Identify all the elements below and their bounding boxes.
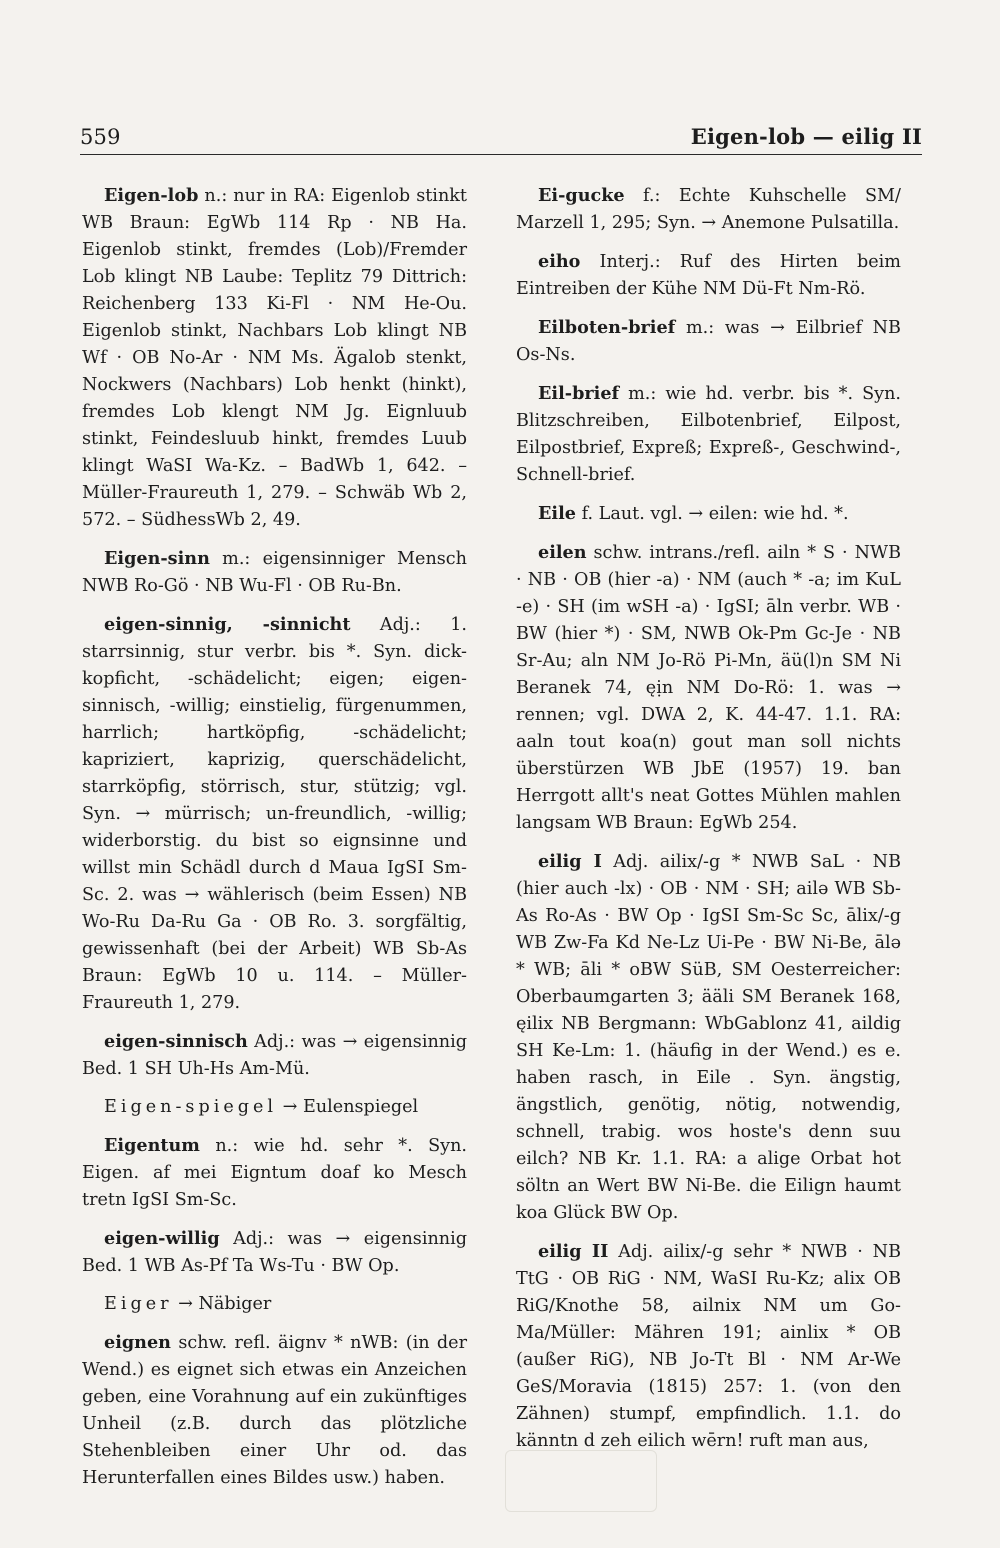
entry-lemma: eilen (538, 542, 587, 563)
entry-body: → Eulenspiegel (277, 1097, 419, 1117)
entry-eigentum (82, 1132, 467, 1214)
entry-body: Adj. ailix/-g * NWB SaL · NB (hier auch -lx) · OB · NM · SH; ailə WB Sb-As Ro-As · BW Op · IgSI Sm-Sc Sc, ālix/-g WB Zw-Fa Kd Ne-Lz Ui-Pe · BW Ni-Be, ālə * WB; āli * oBW SüB, SM Oesterreicher: Oberbaumgarten 3; ääli SM Beranek 168, ęilix NB Bergmann: WbGablonz 41, aildig SH Ke-Lm: 1. (häufig in der Wend.) es e. haben rasch, in Eile . Syn. ängstig, ängstlich, genötig, nötig, notwendig, schnell, trabig. wos hoste's denn suu eilch? NB Kr. 1.1. RA: a alige Orbat hot söltn an Wert BW Ni-Be. die Eilign haumt koa Glück BW Op. (516, 852, 901, 1223)
entry-lemma: eigen-sinnisch (104, 1031, 248, 1052)
entry-eilig-ii (516, 1238, 901, 1455)
entry-lemma: eilig I (538, 851, 602, 872)
library-stamp (505, 1450, 657, 1512)
entry-eigen-sinnig (82, 611, 467, 1017)
entry-lemma: eigen-sinnig, -sinnicht (104, 614, 351, 635)
page-number: 559 (80, 125, 121, 149)
entry-body: schw. intrans./refl. ailn * S · NWB · NB · OB (hier -a) · NM (auch * -a; im KuL -e) · SH (im wSH -a) · IgSI; āln verbr. WB · BW (hier *) · SM, NWB Ok-Pm Gc-Je · NB Sr-Au; aln NM Jo-Rö Pi-Mn, äü(l)n SM Ni Beranek 74, ęịn NM Do-Rö: 1. was → rennen; vgl. DWA 2, K. 44-47. 1.1. RA: aaln tout koa(n) gout man soll nichts überstürzen WB JbE (1957) 19. ban Herrgott allt's neat Gottes Mühlen mahlen langsam WB Braun: EgWb 254. (516, 543, 901, 833)
entry-lemma: eignen (104, 1332, 171, 1353)
entry-body: Interj.: Ruf des Hirten beim Eintreiben der Kühe NM Dü-Ft Nm-Rö. (516, 252, 901, 299)
entry-lemma: Eigen-sinn (104, 548, 210, 569)
entry-eiho (516, 248, 901, 303)
entry-lemma: Eiger (104, 1294, 173, 1314)
entry-eigen-spiegel (82, 1094, 467, 1121)
entry-body: n.: nur in RA: Eigenlob stinkt WB Braun: EgWb 114 Rp · NB Ha. Eigenlob stinkt, fremdes (Lob)/Fremder Lob klingt NB Laube: Teplitz 79 Dittrich: Reichenberg 133 Ki-Fl · NM He-Ou. Eigenlob stinkt, Nachbars Lob klingt NB Wf · OB No-Ar · NM Ms. Ägalob stenkt, Nockwers (Nachbars) Lob henkt (hinkt), fremdes Lob klengt NM Jg. Eignluub stinkt, Feindesluub hinkt, fremdes Luub klingt WaSI Wa-Kz. – BadWb 1, 642. – Müller-Fraureuth 1, 279. – Schwäb Wb 2, 572. – SüdhessWb 2, 49. (82, 186, 467, 530)
entry-lemma: Eigentum (104, 1135, 200, 1156)
entry-body: schw. refl. äignv * nWB: (in der Wend.) es eignet sich etwas ein Anzeichen geben, eine Vorahnung auf ein zukünftiges Unheil (z.B. durch das plötzliche Stehenbleiben einer Uhr od. das Herunterfallen eines Bildes usw.) haben. (82, 1333, 467, 1488)
entry-body: f. Laut. vgl. → eilen: wie hd. *. (575, 504, 849, 524)
entry-body: m.: was → Eilbrief NB Os-Ns. (516, 318, 901, 365)
entry-eilen (516, 539, 901, 837)
running-title: Eigen-lob — eilig II (690, 124, 922, 149)
entry-eilboten-brief (516, 314, 901, 369)
entry-lemma: eigen-willig (104, 1228, 220, 1249)
entry-lemma: Eigen-lob (104, 185, 199, 206)
entry-eiger (82, 1291, 467, 1318)
entry-body: f.: Echte Kuhschelle SM/ Marzell 1, 295; Syn. → Anemone Pulsatilla. (516, 186, 901, 233)
entry-body: Adj.: was → eigensinnig Bed. 1 WB As-Pf Ta Ws-Tu · BW Op. (82, 1229, 467, 1276)
entry-eil-brief (516, 380, 901, 489)
entry-body: Adj.: 1. starrsinnig, stur verbr. bis *. Syn. dick-kopficht, -schädelicht; eigen; eigen-sinnisch, -willig; einstielig, fürgenummen, harrlich; hartköpfig, -schädelicht; kapriziert, kaprizig, querschädelicht, starrköpfig, störrisch, stur, stützig; vgl. Syn. → mürrisch; un-freundlich, -willig; widerborstig. du bist so eignsinne und willst min Schädl durch d Maua IgSI Sm-Sc. 2. was → wählerisch (beim Essen) NB Wo-Ru Da-Ru Ga · OB Ro. 3. sorgfältig, gewissenhaft (bei der Arbeit) WB Sb-As Braun: EgWb 10 u. 114. – Müller-Fraureuth 1, 279. (82, 615, 467, 1013)
entry-eigen-sinn (82, 545, 467, 600)
entry-body: m.: wie hd. verbr. bis *. Syn. Blitzschreiben, Eilbotenbrief, Eilpost, Eilpostbrief, Expreß; Expreß-, Geschwind-, Schnell-brief. (516, 384, 901, 485)
entry-lemma: Ei-gucke (538, 185, 625, 206)
left-column (82, 182, 467, 1503)
entry-body: → Näbiger (172, 1294, 272, 1314)
entry-lemma: Eigen-spiegel (104, 1097, 278, 1117)
entry-eigen-lob (82, 182, 467, 534)
entry-body: m.: eigensinniger Mensch NWB Ro-Gö · NB Wu-Fl · OB Ru-Bn. (82, 549, 467, 596)
entry-eigen-sinnisch (82, 1028, 467, 1083)
right-column (516, 182, 901, 1466)
entry-eilig-i (516, 848, 901, 1227)
running-header (80, 124, 922, 149)
entry-eigen-willig (82, 1225, 467, 1280)
entry-lemma: eiho (538, 251, 581, 272)
entry-body: n.: wie hd. sehr *. Syn. Eigen. af mei Eigntum doaf ko Mesch tretn IgSI Sm-Sc. (82, 1136, 467, 1210)
entry-lemma: Eil-brief (538, 383, 620, 404)
entry-lemma: Eile (538, 503, 576, 524)
entry-body: Adj.: was → eigensinnig Bed. 1 SH Uh-Hs Am-Mü. (82, 1032, 467, 1079)
entry-ei-gucke (516, 182, 901, 237)
entry-body: Adj. ailix/-g sehr * NWB · NB TtG · OB RiG · NM, WaSI Ru-Kz; alix OB RiG/Knothe 58, ailnix NM um Go-Ma/Müller: Mähren 191; ainlix * OB (außer RiG), NB Jo-Tt Bl · NM Ar-We GeS/Moravia (1815) 257: 1. (von den Zähnen) stumpf, empfindlich. 1.1. do känntn d zeh eilich wērn! ruft man aus, (516, 1242, 901, 1451)
entry-eignen (82, 1329, 467, 1492)
entry-eile (516, 500, 901, 528)
header-rule (80, 154, 922, 155)
entry-lemma: eilig II (538, 1241, 609, 1262)
entry-lemma: Eilboten-brief (538, 317, 676, 338)
